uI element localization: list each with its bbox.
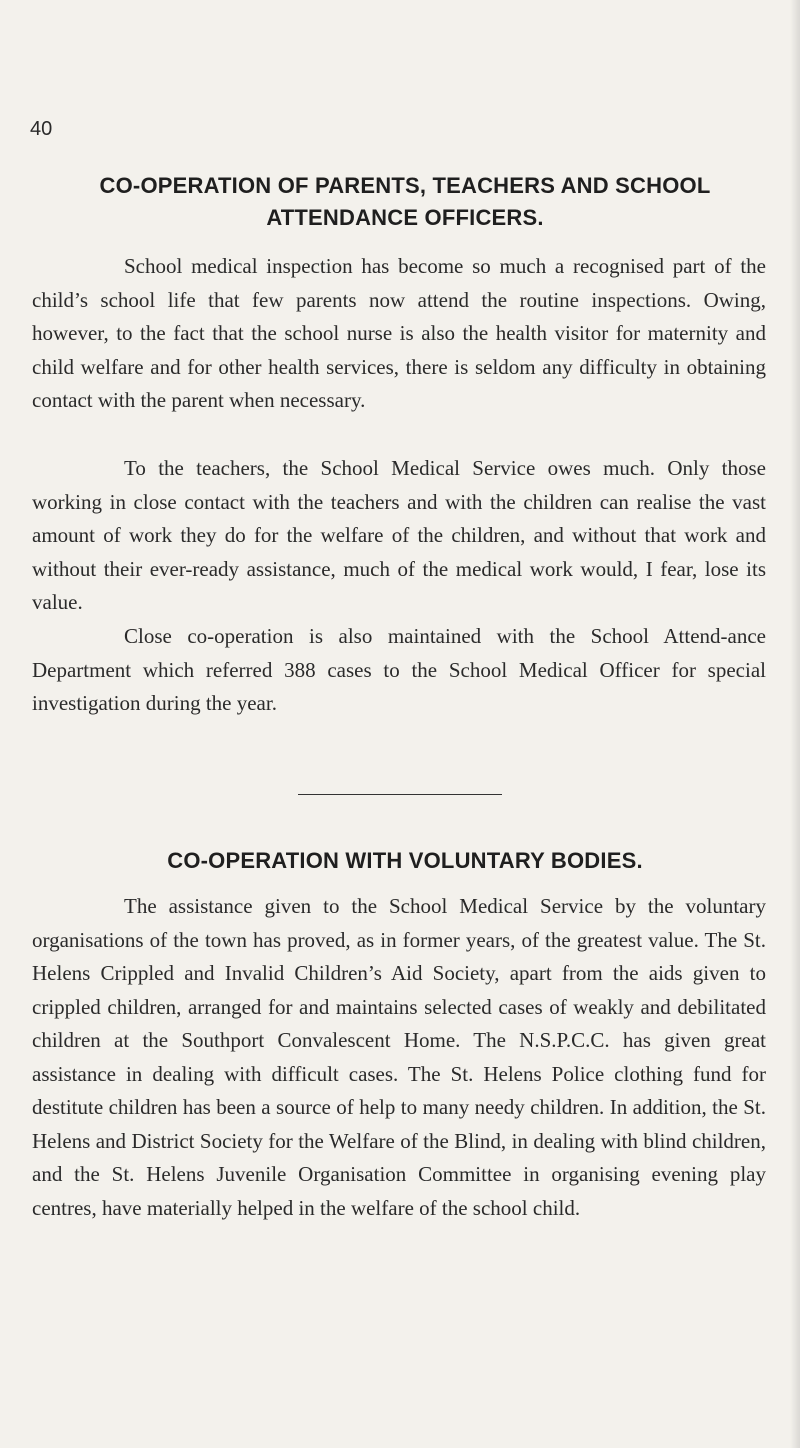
heading-line-2: ATTENDANCE OFFICERS. xyxy=(266,205,544,230)
page-number: 40 xyxy=(30,118,53,140)
section-heading-voluntary-bodies: CO-OPERATION WITH VOLUNTARY BODIES. xyxy=(167,848,643,873)
paragraph-voluntary-organisations: The assistance given to the School Medical Service by the voluntary organisations of the town has proved, as in former years, of the greatest value. The St. Helens Crippled and Invalid Children’s Aid Society, apart from the aids given to crippled children, arranged for and maintains selected cases of weakly and debilitated children at the Southport Convalescent Home. The N.S.P.C.C. has given great assistance in dealing with difficult cases. The St. Helens Police clothing fund for destitute children has been a source of help to many needy children. In addition, the St. Helens and District Society for the Welfare of the Blind, in dealing with blind children, and the St. Helens Juvenile Organisation Committee in organising evening play centres, have materially helped in the welfare of the school child. xyxy=(32,894,766,1220)
heading-line-1: CO-OPERATION OF PARENTS, TEACHERS AND SCHOOL xyxy=(99,173,711,198)
paragraph-medical-inspection: School medical inspection has become so much a recognised part of the child’s school life that few parents now attend the routine inspections. Owing, however, to the fact that the school nurse is also the health visitor for maternity and child welfare and for other health services, there is seldom any difficulty in obtaining contact with the parent when necessary. xyxy=(32,254,766,412)
page-edge-shadow xyxy=(790,0,800,1448)
section-divider xyxy=(298,794,502,795)
section-heading-parents-teachers xyxy=(22,170,788,234)
paragraph-teachers: To the teachers, the School Medical Service owes much. Only those working in close contact with the teachers and with the children can realise the vast amount of work they do for the welfare of the children, and without that work and without their ever-ready assistance, much of the medical work would, I fear, lose its value. xyxy=(32,456,766,614)
paragraph-attendance-department: Close co-operation is also maintained with the School Attend-ance Department which referred 388 cases to the School Medical Officer for special investigation during the year. xyxy=(32,624,766,715)
